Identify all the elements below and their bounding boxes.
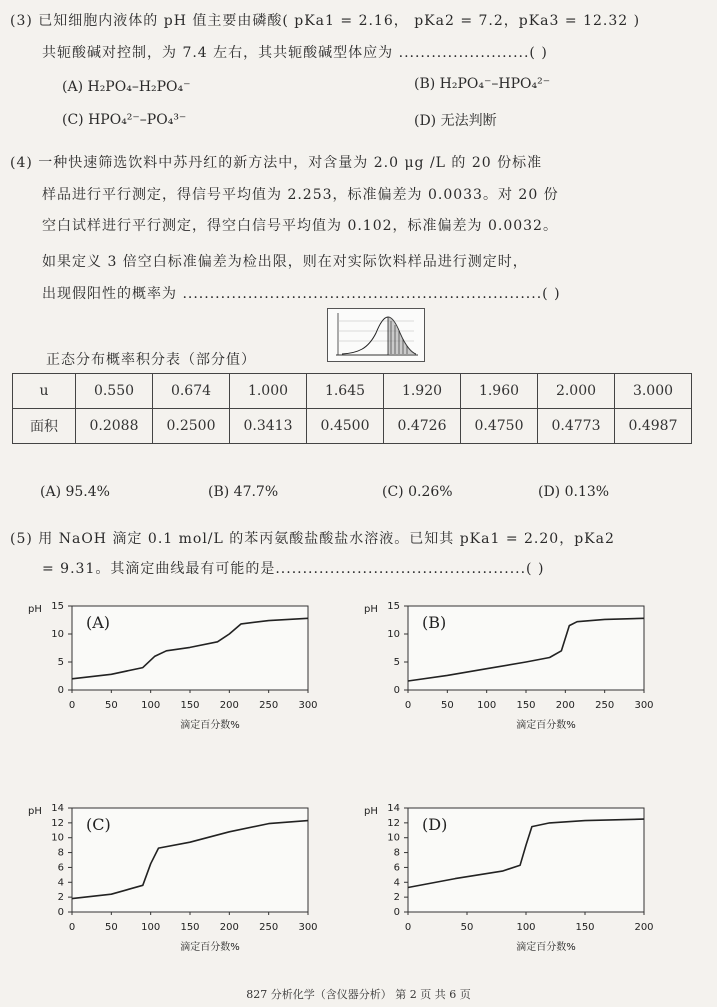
q5-line2: = 9.31。其滴定曲线最有可能的是..............................................( ) xyxy=(42,561,545,577)
table-cell: 0.550 xyxy=(76,374,153,409)
table-cell: 0.3413 xyxy=(230,409,307,444)
table-row-label: 面积 xyxy=(13,409,76,444)
panel-label: (B) xyxy=(422,613,447,632)
x-tick-label: 300 xyxy=(634,700,654,711)
y-tick-label: 10 xyxy=(51,832,64,844)
x-axis-label: 滴定百分数% xyxy=(516,720,576,731)
x-tick-label: 100 xyxy=(516,922,536,933)
x-tick-label: 0 xyxy=(68,700,76,711)
table-row-label: u xyxy=(13,374,76,409)
y-axis-label: pH xyxy=(364,806,378,817)
y-tick-label: 10 xyxy=(51,629,64,640)
table-cell: 0.2500 xyxy=(153,409,230,444)
y-tick-label: 14 xyxy=(51,803,64,814)
table-cell: 1.000 xyxy=(230,374,307,409)
x-tick-label: 150 xyxy=(516,700,536,711)
table-cell: 3.000 xyxy=(615,374,692,409)
table-cell: 2.000 xyxy=(538,374,615,409)
q4-line5: 出现假阳性的概率为 ..................................................................( ) xyxy=(42,286,561,302)
y-tick-label: 8 xyxy=(57,847,64,859)
titration-chart-c xyxy=(14,798,326,964)
y-axis-label: pH xyxy=(28,604,42,615)
x-tick-label: 150 xyxy=(575,922,595,933)
table-cell: 0.4987 xyxy=(615,409,692,444)
panel-label: (C) xyxy=(86,815,111,834)
table-title: 正态分布概率积分表（部分值） xyxy=(46,352,256,368)
x-tick-label: 300 xyxy=(298,700,318,711)
x-tick-label: 250 xyxy=(259,922,279,933)
x-tick-label: 250 xyxy=(595,700,615,711)
q4-option-b: (B) 47.7% xyxy=(208,484,279,500)
table-cell: 0.2088 xyxy=(76,409,153,444)
q4-option-a: (A) 95.4% xyxy=(40,484,110,500)
y-tick-label: 0 xyxy=(393,907,400,918)
q4-line3: 空白试样进行平行测定，得空白信号平均值为 0.102，标准偏差为 0.0032。 xyxy=(42,218,558,234)
normal-distribution-figure xyxy=(327,308,425,362)
q4-option-c: (C) 0.26% xyxy=(382,484,453,500)
y-tick-label: 4 xyxy=(393,877,400,889)
table-cell: 0.674 xyxy=(153,374,230,409)
q5-line1: (5) 用 NaOH 滴定 0.1 mol/L 的苯丙氨酸盐酸盐水溶液。已知其 pKa1 = 2.20，pKa2 xyxy=(10,531,615,547)
table-cell: 1.920 xyxy=(384,374,461,409)
q3-option-b: (B) H₂PO₄⁻–HPO₄²⁻ xyxy=(414,76,551,92)
q3-line1: (3) 已知细胞内液体的 pH 值主要由磷酸( pKa1 = 2.16， pKa2 = 7.2，pKa3 = 12.32 ) xyxy=(10,13,641,29)
table-cell: 0.4750 xyxy=(461,409,538,444)
chart-b-svg xyxy=(350,596,662,746)
x-axis-label: 滴定百分数% xyxy=(180,942,240,953)
panel-label: (A) xyxy=(86,613,111,632)
table-cell: 1.960 xyxy=(461,374,538,409)
table-cell: 1.645 xyxy=(307,374,384,409)
y-tick-label: 10 xyxy=(387,832,400,844)
chart-d-svg xyxy=(350,798,662,964)
q3-option-c: (C) HPO₄²⁻–PO₄³⁻ xyxy=(62,112,187,128)
titration-chart-b xyxy=(350,596,662,746)
chart-a-svg xyxy=(14,596,326,746)
table-row xyxy=(13,409,692,444)
normal-distribution-table xyxy=(12,373,692,444)
x-tick-label: 150 xyxy=(180,922,200,933)
y-tick-label: 0 xyxy=(393,685,400,696)
x-axis-label: 滴定百分数% xyxy=(180,720,240,731)
panel-label: (D) xyxy=(422,815,448,834)
y-tick-label: 12 xyxy=(51,817,64,829)
y-axis-label: pH xyxy=(364,604,378,615)
x-tick-label: 0 xyxy=(68,922,76,933)
y-tick-label: 0 xyxy=(57,685,64,696)
table-row xyxy=(13,374,692,409)
q4-option-d: (D) 0.13% xyxy=(538,484,610,500)
x-tick-label: 0 xyxy=(404,922,412,933)
x-tick-label: 50 xyxy=(440,700,454,711)
x-axis-label: 滴定百分数% xyxy=(516,942,576,953)
x-tick-label: 100 xyxy=(141,922,161,933)
table-cell: 0.4726 xyxy=(384,409,461,444)
y-axis-label: pH xyxy=(28,806,42,817)
y-tick-label: 15 xyxy=(387,601,400,612)
chart-c-svg xyxy=(14,798,326,964)
x-tick-label: 200 xyxy=(555,700,575,711)
q3-option-a: (A) H₂PO₄–H₂PO₄⁻ xyxy=(62,79,191,95)
x-tick-label: 100 xyxy=(477,700,497,711)
y-tick-label: 2 xyxy=(393,892,400,904)
y-tick-label: 14 xyxy=(387,803,400,814)
x-tick-label: 200 xyxy=(219,700,239,711)
q3-line2: 共轭酸碱对控制，为 7.4 左右，其共轭酸碱型体应为 ........................( ) xyxy=(42,45,548,61)
y-tick-label: 6 xyxy=(393,862,400,874)
table-cell: 0.4500 xyxy=(307,409,384,444)
x-tick-label: 200 xyxy=(634,922,654,933)
y-tick-label: 6 xyxy=(57,862,64,874)
x-tick-label: 300 xyxy=(298,922,318,933)
y-tick-label: 0 xyxy=(57,907,64,918)
x-tick-label: 0 xyxy=(404,700,412,711)
x-tick-label: 200 xyxy=(219,922,239,933)
page-footer: 827 分析化学（含仪器分析） 第 2 页 共 6 页 xyxy=(246,988,471,1001)
q3-option-d: (D) 无法判断 xyxy=(414,113,497,129)
x-tick-label: 250 xyxy=(259,700,279,711)
y-tick-label: 5 xyxy=(57,657,64,668)
x-tick-label: 50 xyxy=(104,922,118,933)
titration-chart-a xyxy=(14,596,326,746)
x-tick-label: 150 xyxy=(180,700,200,711)
x-tick-label: 50 xyxy=(460,922,474,933)
y-tick-label: 8 xyxy=(393,847,400,859)
y-tick-label: 4 xyxy=(57,877,64,889)
x-tick-label: 50 xyxy=(104,700,118,711)
x-tick-label: 100 xyxy=(141,700,161,711)
y-tick-label: 5 xyxy=(393,657,400,668)
q4-line1: (4) 一种快速筛选饮料中苏丹红的新方法中，对含量为 2.0 μg /L 的 20 份标准 xyxy=(10,155,543,171)
q4-line2: 样品进行平行测定，得信号平均值为 2.253，标准偏差为 0.0033。对 20 份 xyxy=(42,187,559,203)
y-tick-label: 10 xyxy=(387,629,400,640)
titration-chart-d xyxy=(350,798,662,964)
y-tick-label: 2 xyxy=(57,892,64,904)
y-tick-label: 12 xyxy=(387,817,400,829)
q4-line4: 如果定义 3 倍空白标准偏差为检出限，则在对实际饮料样品进行测定时， xyxy=(42,254,528,270)
y-tick-label: 15 xyxy=(51,601,64,612)
table-cell: 0.4773 xyxy=(538,409,615,444)
